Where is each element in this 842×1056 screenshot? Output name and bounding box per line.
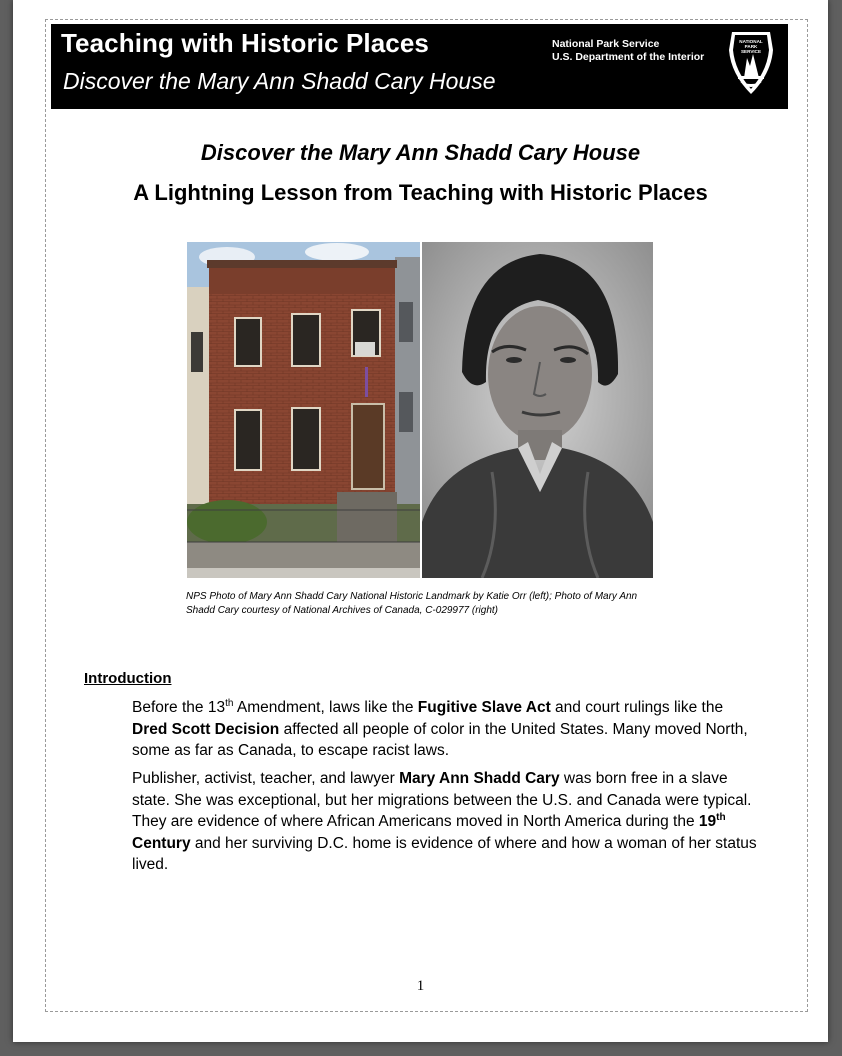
department-name: U.S. Department of the Interior [552, 51, 705, 63]
logo-text-1: NATIONAL [739, 39, 763, 44]
document-title: Discover the Mary Ann Shadd Cary House [200, 140, 641, 165]
document-page [13, 0, 828, 1042]
document-subtitle: A Lightning Lesson from Teaching with Historic Places [133, 180, 708, 205]
photo-caption: NPS Photo of Mary Ann Shadd Cary National Historic Landmark by Katie Orr (left); Photo of Mary Ann Shadd Cary courtesy of National Archives of Canada, C-029977 (right) [186, 591, 638, 616]
dred-scott-decision: Dred Scott Decision [132, 720, 280, 738]
p1-text-4: affected all people of color in the United States. Many moved North, some as far as Canada, to escape racist laws. [132, 720, 748, 759]
p1-sup-1: th [225, 697, 234, 709]
header-banner [51, 24, 788, 109]
portrait-photo [422, 242, 653, 578]
p2-text-3: and her surviving D.C. home is evidence of where and how a woman of her status lived. [132, 834, 757, 873]
p2-bold-19: 19 [698, 813, 717, 830]
fugitive-slave-act: Fugitive Slave Act [417, 699, 551, 716]
mary-ann-shadd-cary: Mary Ann Shadd Cary [399, 770, 560, 787]
p2-bold-century: Century [132, 834, 191, 852]
agency-info [552, 38, 704, 64]
logo-text-2: PARK [744, 44, 758, 49]
p2-sup-th: th [716, 811, 726, 823]
banner-title: Teaching with Historic Places [61, 28, 429, 58]
p1-text-3: and court rulings like the [550, 699, 724, 716]
intro-paragraph-2 [132, 768, 757, 876]
p2-text-2: was born free in a slave state. She was exceptional, but her migrations between the U.S. and Canada were typical. They are evidence of where African Americans moved in North America during the [132, 770, 752, 830]
nps-arrowhead-logo [726, 28, 776, 96]
p1-text-2: Amendment, laws like the [233, 699, 418, 716]
house-photo [187, 242, 420, 578]
logo-text-3: SERVICE [740, 49, 762, 54]
page-number: 1 [416, 978, 425, 994]
introduction-heading: Introduction [84, 670, 172, 687]
agency-name: National Park Service [552, 38, 660, 50]
p1-text-1: Before the 13 [132, 699, 226, 716]
banner-subtitle: Discover the Mary Ann Shadd Cary House [63, 68, 496, 94]
p2-text-1: Publisher, activist, teacher, and lawyer [132, 770, 400, 787]
intro-paragraph-1 [132, 697, 757, 762]
